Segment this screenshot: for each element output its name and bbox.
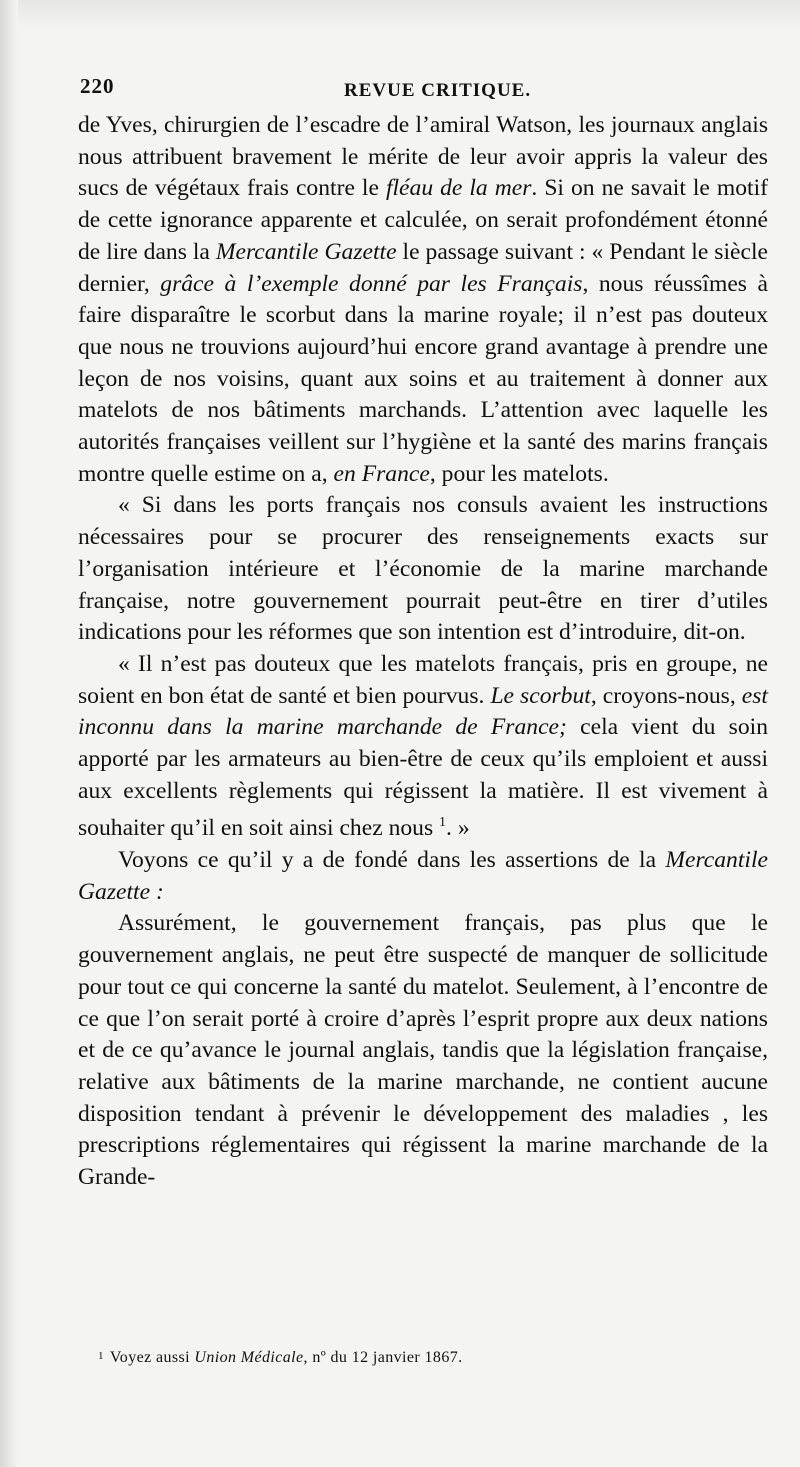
- italic-text: est inconnu dans la marine marchande de France;: [78, 682, 768, 741]
- footnote-text-after: , nº du 12 janvier 1867.: [303, 1349, 463, 1366]
- page-number: 220: [80, 74, 115, 98]
- page-edge-left: [0, 0, 18, 1467]
- footnote-journal-title: Union Médicale: [194, 1349, 304, 1366]
- italic-text: grâce à l’exemple donné par les Français: [160, 270, 583, 297]
- paragraph: [78, 110, 768, 490]
- footnote: [98, 1348, 463, 1368]
- text-run: . Si on ne savait le motif de cette ignorance apparente et calculée, on serait profondément étonné de lire dans la: [78, 175, 769, 265]
- text-run: cela vient du soin apporté par les armateurs au bien-être de ceux qu’ils emploient et aussi aux excellents règlements qui régissent la matière. Il est vivement à souhaiter qu’il en soit ainsi chez nous: [78, 714, 768, 842]
- paragraph: [78, 649, 768, 845]
- page-header: [80, 68, 720, 108]
- italic-text: Mercantile Gazette :: [78, 847, 768, 905]
- body-text: [78, 110, 768, 1194]
- text-run: « Si dans les ports français nos consuls avaient les instructions nécessaires pour se procurer des renseignements exacts sur l’organisation intérieure et l’économie de la marine marchande française, notre gouvernement pourrait peut-être en tirer d’utiles indications pour les réformes que son intention est d’introduire, dit-on.: [78, 492, 768, 646]
- text-run: , nous réussîmes à faire disparaître le scorbut dans la marine royale; il n’est pas douteux que nous ne trouvions aujourd’hui encore grand avantage à prendre une leçon de nos voisins, quant aux soins et au traitement à donner aux matelots de nos bâtiments marchands. L’attention avec laquelle les autorités françaises veillent sur l’hygiène et la santé des marins français montre quelle estime on a,: [78, 270, 768, 487]
- text-run: , pour les matelots.: [429, 460, 609, 487]
- running-title: REVUE CRITIQUE.: [344, 80, 532, 101]
- italic-text: Mercantile Gazette: [215, 238, 397, 265]
- italic-text: en France: [333, 460, 430, 487]
- italic-text: fléau de la mer: [385, 175, 532, 202]
- text-run: Voyons ce qu’il y a de fondé dans les assertions de la: [118, 847, 666, 874]
- text-run: , croyons-nous,: [590, 682, 742, 709]
- text-run: . »: [446, 815, 470, 842]
- text-run: Assurément, le gouvernement français, pas plus que le gouvernement anglais, ne peut être suspecté de manquer de sollicitude pour tout ce qui concerne la santé du matelot. Seulement, à l’encontre de ce que l’on serait porté à croire d’après l’esprit propre aux deux nations et de ce qu’avance le journal anglais, tandis que la législation française, relative aux bâtiments de la marine marchande, ne contient aucune disposition tendant à prévenir le développement des maladies , les prescriptions réglementaires qui régissent la marine marchande de la Grande-: [78, 910, 768, 1191]
- text-run: le passage suivant : « Pendant le siècle dernier,: [78, 238, 768, 297]
- paragraph: [78, 490, 768, 649]
- footnote-marker: 1: [98, 1350, 104, 1362]
- paragraph: [78, 845, 768, 908]
- paragraph: [78, 908, 768, 1193]
- text-run: « Il n’est pas douteux que les matelots français, pris en groupe, ne soient en bon état de santé et bien pourvus.: [78, 650, 768, 709]
- footnote-reference: 1: [439, 815, 447, 831]
- italic-text: Le scorbut: [490, 682, 591, 709]
- text-run: de Yves, chirurgien de l’escadre de l’amiral Watson, les journaux anglais nous attribuent bravement le mérite de leur avoir appris la valeur des sucs de végétaux frais contre le: [78, 112, 768, 202]
- page-edge-top: [0, 0, 800, 30]
- footnote-text-before: Voyez aussi: [109, 1349, 195, 1366]
